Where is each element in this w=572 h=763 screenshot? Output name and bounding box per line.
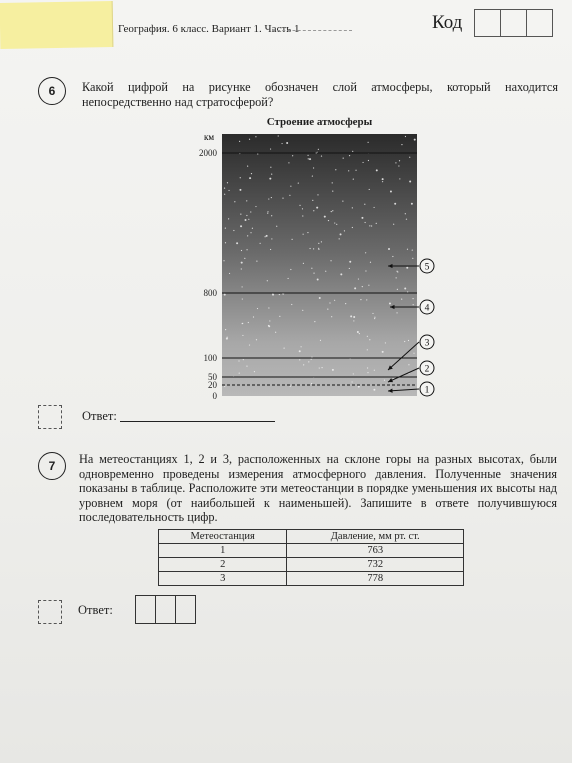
star-dot [311,268,312,269]
star-dot [241,250,242,251]
star-dot [264,236,265,237]
star-dot [329,302,330,303]
star-dot [355,170,356,171]
star-dot [407,249,408,250]
question-6-number: 6 [38,77,66,105]
header-title: География. 6 класс. Вариант 1. Часть 1 [118,23,300,35]
star-dot [335,169,336,170]
star-dot [271,174,272,175]
star-dot [392,256,393,257]
star-dot [234,201,235,202]
unit-label: км [204,132,215,142]
table-header-row [159,530,464,544]
star-dot [236,242,238,244]
star-dot [302,310,303,311]
star-dot [270,167,271,168]
tick-label: 800 [203,288,217,298]
star-dot [321,155,322,156]
code-cell[interactable] [500,9,527,37]
star-dot [373,207,374,208]
star-dot [389,303,391,305]
star-dot [317,194,318,195]
star-dot [332,369,334,371]
star-dot [269,320,270,321]
star-dot [241,262,243,264]
star-dot [406,219,407,220]
star-dot [352,227,353,228]
star-dot [412,249,413,250]
tick-label: 0 [212,391,217,401]
star-dot [313,248,314,249]
star-dot [399,160,400,161]
star-dot [353,179,354,180]
star-dot [376,169,378,171]
star-dot [393,224,394,225]
star-dot [385,342,386,343]
star-dot [286,142,288,144]
answer-6-box[interactable] [38,405,62,429]
star-dot [367,349,368,350]
code-cell[interactable] [526,9,553,37]
star-dot [309,158,311,160]
star-dot [300,346,301,347]
star-dot [367,372,368,373]
star-dot [349,268,350,269]
answer-cell[interactable] [135,595,156,624]
star-dot [340,233,342,235]
star-dot [367,367,368,368]
star-dot [345,303,346,304]
star-dot [316,207,318,209]
star-dot [382,178,384,180]
star-dot [368,142,369,143]
star-dot [362,286,363,287]
star-dot [309,248,310,249]
star-dot [246,215,247,216]
star-dot [390,190,392,192]
star-dot [307,232,308,233]
star-dot [252,228,253,229]
star-dot [228,218,229,219]
star-dot [224,386,225,387]
star-dot [319,367,320,368]
star-dot [358,386,360,388]
star-dot [268,307,269,308]
layer-marker-label: 2 [424,364,430,375]
star-dot [376,223,377,224]
star-dot [312,200,313,201]
star-dot [247,235,248,236]
star-dot [313,167,314,168]
star-dot [318,249,319,250]
star-dot [311,359,312,360]
star-dot [374,317,375,318]
answer-7-cells[interactable] [136,595,196,624]
star-dot [409,157,410,158]
star-dot [398,165,399,166]
star-dot [290,186,291,187]
star-dot [248,219,249,220]
answer-cell[interactable] [155,595,176,624]
code-boxes[interactable] [475,9,553,37]
star-dot [281,143,282,144]
star-dot [224,188,225,189]
star-dot [272,294,274,296]
star-dot [228,190,229,191]
star-dot [225,329,226,330]
star-dot [291,239,292,240]
star-dot [349,155,350,156]
star-dot [414,139,416,141]
star-dot [332,182,333,183]
star-dot [348,170,349,171]
star-dot [374,370,375,371]
answer-cell[interactable] [175,595,196,624]
star-dot [358,278,359,279]
star-dot [409,180,411,182]
star-dot [404,341,405,342]
star-dot [382,351,384,353]
code-cell[interactable] [474,9,501,37]
star-dot [242,298,243,299]
star-dot [302,215,303,216]
star-dot [299,359,300,360]
station-cell: 3 [159,572,287,586]
star-dot [243,359,244,360]
star-dot [299,350,301,352]
star-dot [332,210,333,211]
star-dot [401,144,402,145]
header-divider [272,30,352,31]
star-dot [314,321,315,322]
star-dot [250,211,251,212]
answer-6-label: Ответ: [82,409,117,423]
star-dot [401,299,402,300]
star-dot [266,235,268,237]
question-7-text: На метеостанциях 1, 2 и 3, расположенных на склоне горы на разных высотах, были одновременно проведены измерения атмосферного давления. Полученные значения показаны в таблице. Расположите эти метеостанции в порядке уменьшения их высоты над уровнем моря (от наибольшей к наименьшей). Запишите в ответе получившуюся последовательность цифр. [79,452,557,524]
star-dot [374,318,375,319]
star-dot [405,213,406,214]
star-dot [292,155,293,156]
star-dot [245,219,247,221]
star-dot [303,364,304,365]
star-dot [246,249,247,250]
star-dot [367,336,368,337]
star-dot [275,332,276,333]
star-dot [325,271,326,272]
star-dot [287,278,288,279]
answer-7-box[interactable] [38,600,62,624]
star-dot [279,316,280,317]
star-dot [404,287,406,289]
star-dot [318,248,319,249]
star-dot [407,291,408,292]
star-dot [229,273,230,274]
star-dot [298,182,299,183]
star-dot [359,333,360,334]
star-dot [244,258,245,259]
answer-6-field[interactable] [120,421,275,422]
star-dot [369,339,370,340]
star-dot [332,191,333,192]
star-dot [240,177,241,178]
star-dot [413,304,414,305]
star-dot [267,280,268,281]
star-dot [270,148,271,149]
star-dot [406,267,408,269]
star-dot [396,277,397,278]
star-dot [372,313,373,314]
star-dot [249,139,250,140]
star-dot [319,297,321,299]
star-dot [370,262,371,263]
star-dot [242,335,243,336]
star-dot [334,300,335,301]
star-dot [241,268,242,269]
star-dot [260,243,261,244]
star-dot [318,149,319,150]
star-dot [317,279,319,281]
star-dot [362,162,363,163]
star-dot [324,216,326,218]
star-dot [361,217,363,219]
star-dot [331,211,332,212]
star-dot [224,294,226,296]
star-dot [313,273,314,274]
star-dot [368,160,369,161]
star-dot [353,320,354,321]
star-dot [239,141,240,142]
star-dot [240,225,242,227]
star-dot [331,316,332,317]
star-dot [282,198,283,199]
star-dot [369,189,370,190]
star-dot [312,175,313,176]
star-dot [405,136,406,137]
star-dot [349,261,351,263]
star-dot [255,136,256,137]
star-dot [271,238,272,239]
station-cell: 1 [159,544,287,558]
pressure-cell: 732 [287,558,464,572]
star-dot [350,315,352,317]
star-dot [382,181,383,182]
col-header-station: Метеостанция [159,530,287,544]
star-dot [308,158,309,159]
star-dot [334,222,335,223]
layer-marker-label: 3 [424,338,430,349]
star-dot [249,344,250,345]
star-dot [270,249,271,250]
station-cell: 2 [159,558,287,572]
star-dot [240,214,241,215]
star-dot [394,203,396,205]
star-dot [233,230,234,231]
table-row [159,572,464,586]
star-dot [412,258,413,259]
star-dot [239,373,240,374]
star-dot [368,285,369,286]
star-dot [291,304,292,305]
star-dot [241,286,242,287]
tick-label: 100 [203,353,217,363]
star-dot [248,322,249,323]
star-dot [311,383,312,384]
star-dot [256,339,257,340]
star-dot [357,331,359,333]
star-dot [257,153,258,154]
star-dot [339,238,340,239]
star-dot [321,241,322,242]
answer-7-label: Ответ: [78,603,113,617]
star-dot [246,366,247,367]
star-dot [249,177,251,179]
star-dot [267,213,268,214]
star-dot [411,203,413,205]
star-dot [255,206,256,207]
star-dot [344,230,345,231]
star-dot [351,381,352,382]
star-dot [239,189,241,191]
star-dot [388,248,390,250]
star-dot [288,162,289,163]
layer-marker-label: 4 [424,303,430,314]
star-dot [226,338,228,340]
star-dot [246,200,247,201]
tick-label: 50 [208,372,217,382]
star-dot [352,207,353,208]
star-dot [278,135,279,136]
pressure-cell: 778 [287,572,464,586]
layer-marker-label: 1 [424,385,430,396]
star-dot [318,243,319,244]
star-dot [336,224,337,225]
layer-marker-label: 5 [424,262,430,273]
col-header-pressure: Давление, мм рт. ст. [287,530,464,544]
star-dot [313,210,314,211]
star-dot [364,204,365,205]
tick-label: 2000 [199,148,217,158]
star-dot [290,386,291,387]
star-dot [343,158,344,159]
star-dot [225,242,226,243]
star-dot [353,373,354,374]
star-dot [254,371,255,372]
star-dot [251,173,252,174]
star-dot [223,260,224,261]
star-dot [353,316,355,318]
star-dot [320,340,321,341]
star-dot [267,211,268,212]
star-dot [303,234,304,235]
sticky-note [0,1,113,49]
star-dot [412,298,413,299]
star-dot [330,260,331,261]
star-dot [268,325,269,326]
star-dot [360,299,361,300]
code-label: Код [432,12,463,33]
star-dot [268,198,269,199]
star-dot [256,261,257,262]
star-dot [257,308,258,309]
star-dot [283,348,284,349]
star-dot [307,155,308,156]
star-dot [396,312,397,313]
table-row [159,558,464,572]
tick-label: 20 [208,380,217,390]
star-dot [408,340,409,341]
star-dot [276,226,277,227]
star-dot [340,273,342,275]
star-dot [225,228,226,229]
question-7-number: 7 [38,452,66,480]
star-dot [384,380,385,381]
star-dot [397,271,398,272]
star-dot [224,194,225,195]
pressure-cell: 763 [287,544,464,558]
star-dot [227,182,228,183]
star-dot [328,220,329,221]
star-dot [395,162,396,163]
star-dot [352,151,353,152]
atmosphere-diagram [0,120,572,420]
pressure-table [158,529,464,586]
star-dot [369,225,370,226]
star-dot [289,195,290,196]
star-dot [327,309,328,310]
star-dot [250,232,251,233]
star-dot [308,361,309,362]
star-dot [303,263,304,264]
star-dot [269,178,271,180]
star-dot [365,222,366,223]
star-dot [365,270,366,271]
star-dot [408,364,409,365]
star-dot [290,269,291,270]
star-dot [399,178,400,179]
star-dot [271,215,272,216]
star-dot [271,197,272,198]
star-dot [371,225,372,226]
star-dot [354,287,356,289]
star-dot [413,353,414,354]
star-dot [238,360,239,361]
star-dot [302,208,303,209]
star-dot [365,252,366,253]
star-dot [299,205,300,206]
chart-title: Строение атмосферы [266,116,373,128]
star-dot [366,299,367,300]
star-dot [373,389,375,391]
star-dot [247,166,248,167]
star-dot [321,367,322,368]
star-dot [279,294,280,295]
star-dot [242,323,243,324]
star-dot [253,316,254,317]
question-6-text: Какой цифрой на рисунке обозначен слой атмосферы, который находится непосредственно над стратосферой? [82,80,558,109]
star-dot [342,201,343,202]
star-dot [397,289,398,290]
table-row [159,544,464,558]
